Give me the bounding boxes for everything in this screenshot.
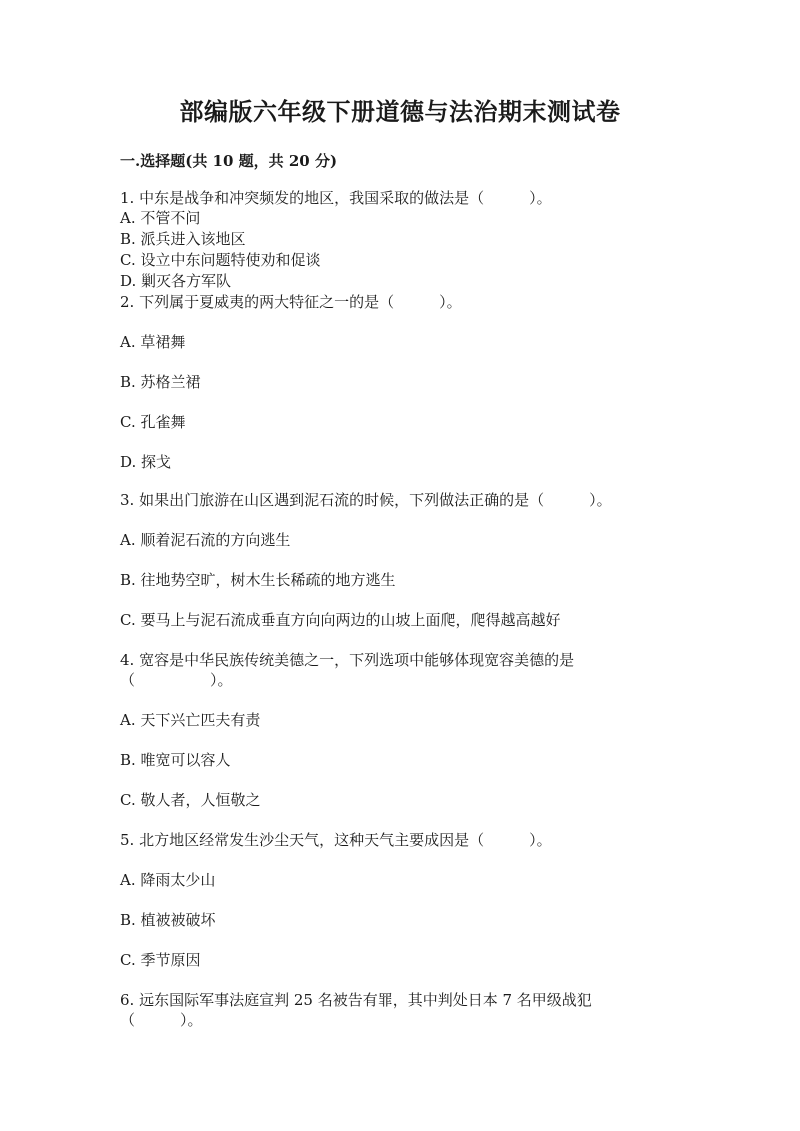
- question-5-option-c: C. 季节原因: [120, 951, 201, 969]
- question-3-stem: 3. 如果出门旅游在山区遇到泥石流的时候，下列做法正确的是（ ）。: [120, 491, 612, 509]
- question-3-option-a: A. 顺着泥石流的方向逃生: [120, 531, 291, 549]
- question-1-option-d: D. 剿灭各方军队: [120, 272, 232, 290]
- question-1-option-c: C. 设立中东问题特使劝和促谈: [120, 251, 321, 269]
- question-2-stem: 2. 下列属于夏威夷的两大特征之一的是（ ）。: [120, 293, 462, 311]
- question-2-option-d: D. 探戈: [120, 453, 172, 471]
- document-title: 部编版六年级下册道德与法治期末测试卷: [179, 97, 621, 126]
- question-4-option-a: A. 天下兴亡匹夫有责: [120, 711, 261, 729]
- question-6-stem-continued: （ ）。: [120, 1011, 203, 1029]
- question-5-option-a: A. 降雨太少山: [120, 871, 216, 889]
- question-6-stem: 6. 远东国际军事法庭宣判 25 名被告有罪，其中判处日本 7 名甲级战犯: [120, 991, 592, 1009]
- question-4-option-b: B. 唯宽可以容人: [120, 751, 231, 769]
- question-1-option-a: A. 不管不问: [120, 209, 201, 227]
- question-4-stem-continued: （ ）。: [120, 671, 233, 689]
- question-1-stem: 1. 中东是战争和冲突频发的地区，我国采取的做法是（ ）。: [120, 189, 552, 207]
- question-4-stem: 4. 宽容是中华民族传统美德之一，下列选项中能够体现宽容美德的是: [120, 651, 575, 669]
- section-heading: 一.选择题(共 10 题，共 20 分): [120, 152, 338, 170]
- question-5-stem: 5. 北方地区经常发生沙尘天气，这种天气主要成因是（ ）。: [120, 831, 552, 849]
- question-3-option-b: B. 往地势空旷，树木生长稀疏的地方逃生: [120, 571, 396, 589]
- question-4-option-c: C. 敬人者，人恒敬之: [120, 791, 261, 809]
- question-5-option-b: B. 植被被破坏: [120, 911, 216, 929]
- question-2-option-b: B. 苏格兰裙: [120, 373, 201, 391]
- question-2-option-c: C. 孔雀舞: [120, 413, 186, 431]
- question-2-option-a: A. 草裙舞: [120, 333, 186, 351]
- question-3-option-c: C. 要马上与泥石流成垂直方向向两边的山坡上面爬，爬得越高越好: [120, 611, 561, 629]
- question-1-option-b: B. 派兵进入该地区: [120, 230, 246, 248]
